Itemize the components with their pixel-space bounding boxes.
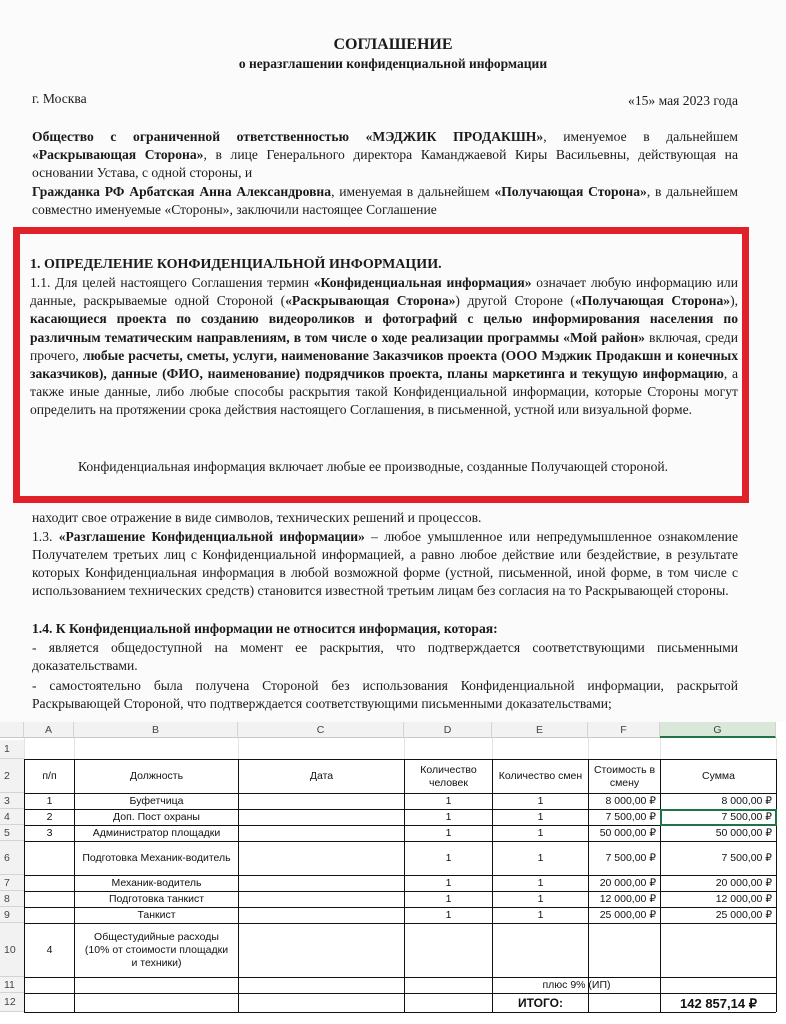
cell-shifts[interactable]: 1: [537, 795, 544, 807]
clause-1-4-bullet-1: - является общедоступной на момент ее раскрытия, что подтверждается соответствующими письменными доказательствами.: [32, 640, 738, 673]
cell-cost[interactable]: [589, 924, 660, 977]
row-number[interactable]: 7: [0, 875, 24, 891]
text-run: включая, среди прочего,: [30, 329, 738, 363]
column-header-C[interactable]: C: [238, 722, 404, 738]
document-title: СОГЛАШЕНИЕ: [333, 36, 453, 53]
cell-num[interactable]: 1: [46, 795, 53, 807]
clause-1-4-bullet-2: - самостоятельно была получена Стороной без использования Конфиденциальной информации, раскрытой Раскрывающей Стороной, что подтверждается соответствующими письменными доказательствами;: [32, 678, 738, 711]
cell-sum[interactable]: [661, 924, 776, 977]
bold-run: Гражданка РФ Арбатская Анна Александровна: [32, 184, 332, 199]
extra-label[interactable]: плюс 9% (ИП): [542, 979, 611, 991]
text-run: ) другой Стороне (: [455, 293, 575, 309]
column-header-D[interactable]: D: [404, 722, 492, 738]
bold-run: «Конфиденциальная информация»: [313, 275, 532, 290]
preamble-1: [32, 128, 738, 182]
agreement-date: «15» мая 2023 года: [628, 93, 738, 108]
cell-date[interactable]: [239, 924, 404, 977]
cell-people[interactable]: [405, 924, 492, 977]
row-number[interactable]: 11: [0, 977, 24, 993]
bold-run: «Раскрывающая Сторона»: [285, 293, 456, 309]
clause-fragment: находит свое отражение в виде символов, технических решений и процессов.: [32, 510, 482, 525]
bold-run: «Получающая Сторона»: [494, 184, 647, 199]
cell-date[interactable]: [239, 892, 404, 907]
cell-sum[interactable]: 8 000,00 ₽: [721, 795, 772, 807]
cell-people[interactable]: 1: [445, 852, 452, 864]
cell-sum[interactable]: 20 000,00 ₽: [715, 877, 772, 889]
column-header-F[interactable]: F: [588, 722, 660, 738]
cell-shifts[interactable]: 1: [537, 909, 544, 921]
text-run: – любое умышленное или непредумышленное ознакомление Получателем третьих лиц с Конфиденциальной информацией, а равно любое действие или бездействие, в результате которых Конфиденциальная информация в любой возможной форме (устной, письменной, иной форме, в том числе с использованием технических средств) становится известной третьим лицам без согласия на то Раскрывающей стороны.: [32, 529, 738, 598]
bold-run: касающиеся проекта по созданию видеороликов и фотографий с целью информирования населения по различным тематическим направлениям, в том числе о ходе реализации программы «Мой район»: [30, 311, 738, 345]
row-number[interactable]: 1: [0, 740, 24, 759]
cell-num[interactable]: [25, 908, 74, 923]
text-run: 1.3.: [32, 529, 59, 544]
cell-cost[interactable]: 7 500,00 ₽: [605, 852, 656, 864]
cell-shifts[interactable]: 1: [537, 811, 544, 823]
header-sum[interactable]: Сумма: [702, 770, 735, 782]
row-number[interactable]: 10: [0, 923, 24, 977]
row-number[interactable]: 4: [0, 809, 24, 825]
row-number[interactable]: 3: [0, 793, 24, 809]
text-run: , в дальнейшем совместно именуемые «Стороны», заключили настоящее Соглашение: [32, 184, 738, 217]
column-header-A[interactable]: A: [24, 722, 74, 738]
cell-people[interactable]: 1: [445, 893, 452, 905]
cell-date[interactable]: [239, 810, 404, 825]
bold-run: Общество с ограниченной ответственностью «МЭДЖИК ПРОДАКШН»: [32, 129, 544, 144]
cell-people[interactable]: 1: [445, 827, 452, 839]
row-number[interactable]: 6: [0, 841, 24, 875]
row-number[interactable]: 12: [0, 993, 24, 1012]
cell-position[interactable]: Доп. Пост охраны: [113, 811, 200, 823]
cell-sum[interactable]: 50 000,00 ₽: [715, 827, 772, 839]
cell-position[interactable]: Администратор площадки: [92, 827, 221, 839]
cell-sum[interactable]: 7 500,00 ₽: [721, 811, 772, 823]
active-cell-outline: [660, 809, 777, 826]
cell-position[interactable]: Танкист: [137, 909, 176, 921]
cell-shifts[interactable]: 1: [537, 893, 544, 905]
cell-sum[interactable]: 7 500,00 ₽: [721, 852, 772, 864]
cell-date[interactable]: [239, 794, 404, 809]
text-run: 1.1. Для целей настоящего Соглашения термин: [30, 275, 314, 290]
cell-sum[interactable]: 25 000,00 ₽: [715, 909, 772, 921]
table-border: [776, 759, 777, 1012]
column-header-E[interactable]: E: [492, 722, 588, 738]
cell-date[interactable]: [239, 908, 404, 923]
bold-run: «Раскрывающая Сторона»: [32, 147, 204, 162]
cell-cost[interactable]: 7 500,00 ₽: [605, 811, 656, 823]
cell-position[interactable]: Буфетчица: [129, 795, 184, 807]
bold-run: «Разглашение Конфиденциальной информации»: [58, 529, 365, 544]
cell-num[interactable]: 4: [46, 944, 53, 956]
bold-run: любые расчеты, сметы, услуги, наименование Заказчиков проекта (ООО Мэджик Продакшн и конечных заказчиков), данные (ФИО, наименование) подрядчиков проекта, планы маркетинга и текущую информацию: [30, 347, 739, 382]
header-people[interactable]: Количество человек: [420, 763, 477, 789]
cell-people[interactable]: 1: [445, 795, 452, 807]
text-run: , а также иные данные, либо любые способы раскрытия такой Конфиденциальной информации, которые Стороны могут определить на протяжении срока действия настоящего Соглашения, в письменной, устной или визуальной форме.: [30, 366, 738, 418]
cell-position[interactable]: Подготовка Механик-водитель: [82, 852, 231, 864]
section-1-heading: 1. ОПРЕДЕЛЕНИЕ КОНФИДЕНЦИАЛЬНОЙ ИНФОРМАЦИИ.: [30, 257, 442, 272]
cell-date[interactable]: [239, 876, 404, 891]
text-run: означает любую информацию или данные, раскрываемые одной Стороной (: [30, 275, 738, 309]
select-all-corner[interactable]: [0, 722, 24, 738]
row-number[interactable]: 2: [0, 759, 24, 793]
clause-1-4: 1.4. К Конфиденциальной информации не относится информация, которая:: [32, 621, 498, 636]
text-run: ),: [730, 293, 738, 309]
cell-people[interactable]: 1: [445, 877, 452, 889]
cell-date[interactable]: [239, 842, 404, 875]
cell-people[interactable]: 1: [445, 811, 452, 823]
cell-position[interactable]: Механик-водитель: [111, 877, 202, 889]
cell-cost[interactable]: 20 000,00 ₽: [599, 877, 656, 889]
cell-num[interactable]: 3: [46, 827, 53, 839]
cell-sum[interactable]: 12 000,00 ₽: [715, 893, 772, 905]
cell-cost[interactable]: 12 000,00 ₽: [599, 893, 656, 905]
cell-date[interactable]: [239, 826, 404, 841]
column-header-G[interactable]: G: [660, 722, 776, 738]
cell-cost[interactable]: 25 000,00 ₽: [599, 909, 656, 921]
highlight-frame: [13, 227, 749, 503]
preamble-2: [32, 183, 738, 219]
cell-shifts[interactable]: 1: [537, 827, 544, 839]
clause-1-3: [32, 528, 738, 600]
text-run: , именуемая в дальнейшем: [331, 184, 495, 199]
row-number[interactable]: 8: [0, 891, 24, 907]
text-run: , именуемое в дальнейшем: [543, 129, 739, 144]
cell-shifts[interactable]: [493, 924, 588, 977]
table-border: [24, 1012, 776, 1013]
cell-cost[interactable]: 50 000,00 ₽: [599, 827, 656, 839]
header-date[interactable]: Дата: [309, 770, 334, 782]
document-subtitle: о неразглашении конфиденциальной информации: [238, 56, 548, 71]
clause-1-1-continued: Конфиденциальная информация включает любые ее производные, созданные Получающей стороной.: [78, 459, 669, 474]
cell-shifts[interactable]: 1: [537, 877, 544, 889]
cell-cost[interactable]: 8 000,00 ₽: [605, 795, 656, 807]
row-number[interactable]: 5: [0, 825, 24, 841]
cell-num[interactable]: [25, 842, 74, 875]
cell-shifts[interactable]: 1: [537, 852, 544, 864]
header-cost[interactable]: Стоимость в смену: [593, 763, 656, 789]
text-run: , в лице Генерального директора Каманджаевой Киры Васильевны, действующая на основании Устава, с одной стороны, и: [32, 147, 738, 180]
cell-num[interactable]: [25, 876, 74, 891]
total-value[interactable]: 142 857,14 ₽: [680, 995, 757, 1011]
column-header-B[interactable]: B: [74, 722, 238, 738]
cell-position[interactable]: Подготовка танкист: [108, 893, 205, 905]
cell-position[interactable]: Общестудийные расходы (10% от стоимости площадки и техники): [84, 931, 229, 969]
table-border: [24, 977, 776, 978]
bold-run: «Получающая Сторона»: [574, 293, 731, 309]
header-shifts[interactable]: Количество смен: [498, 770, 583, 782]
cell-people[interactable]: 1: [445, 909, 452, 921]
spreadsheet[interactable]: [0, 722, 786, 1024]
row-number[interactable]: 9: [0, 907, 24, 923]
header-position[interactable]: Должность: [129, 770, 184, 782]
city: г. Москва: [32, 91, 87, 106]
cell-num[interactable]: [25, 892, 74, 907]
cell-num[interactable]: 2: [46, 811, 53, 823]
total-label[interactable]: ИТОГО:: [518, 995, 563, 1010]
header-num[interactable]: п/п: [42, 770, 57, 782]
